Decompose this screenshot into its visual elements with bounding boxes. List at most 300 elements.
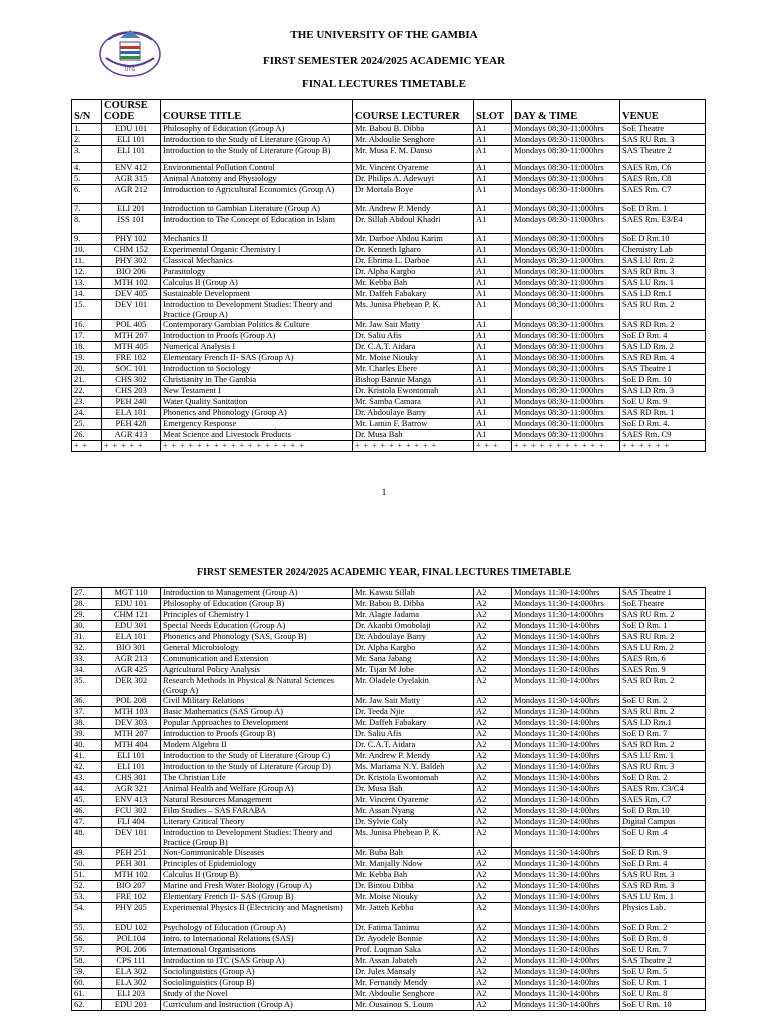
cell-sn: 40. xyxy=(72,740,102,751)
cell-slot: A1 xyxy=(474,342,512,353)
cell-lecturer: Dr. Musa Bah xyxy=(353,430,474,441)
cell-venue: SAS RD Rm. 1 xyxy=(620,408,706,419)
page-number: 1 xyxy=(381,487,387,497)
cell-venue: SoE D Rm. 8 xyxy=(620,934,706,945)
cell-slot: A2 xyxy=(474,740,512,751)
cell-code: ELA 302 xyxy=(102,967,161,978)
table-row xyxy=(72,903,706,923)
cell-venue: SAS LU Rm. 2 xyxy=(620,256,706,267)
cell-code: FRE 102 xyxy=(102,892,161,903)
cell-title: Literary Critical Theory xyxy=(161,817,353,828)
cell-slot: A2 xyxy=(474,762,512,773)
cell-sn: 49. xyxy=(72,848,102,859)
cell-slot: A2 xyxy=(474,828,512,848)
cell-lecturer: Mr. Daffeh Fabakary xyxy=(353,718,474,729)
cell-sn: 21. xyxy=(72,375,102,386)
cell-code: MGT 110 xyxy=(102,588,161,599)
cell-slot: A2 xyxy=(474,817,512,828)
cell-title: Calculus II (Group B) xyxy=(161,870,353,881)
cell-slot: A1 xyxy=(474,256,512,267)
cell-day: Mondays 11:30-14:00hrs xyxy=(512,751,620,762)
cell-day: Mondays 08:30-11:000hrs xyxy=(512,124,620,135)
cell-sn: 15. xyxy=(72,300,102,320)
cell-slot: + + + xyxy=(474,441,512,452)
cell-code: AGR 413 xyxy=(102,430,161,441)
cell-title: Experimental Organic Chemistry I xyxy=(161,245,353,256)
cell-code: EDU 101 xyxy=(102,599,161,610)
cell-venue: SoE D Rm. 9 xyxy=(620,848,706,859)
cell-sn: 18. xyxy=(72,342,102,353)
cell-slot: A2 xyxy=(474,599,512,610)
table-header-row xyxy=(72,100,706,124)
table-row xyxy=(72,795,706,806)
cell-sn: 24. xyxy=(72,408,102,419)
col-course-lecturer: COURSE LECTURER xyxy=(353,100,474,124)
cell-title: Introduction to Proofs (Group B) xyxy=(161,729,353,740)
cell-slot: A1 xyxy=(474,364,512,375)
cell-lecturer: Mr. Tijan M Jobe xyxy=(353,665,474,676)
cell-venue: + + + + + + xyxy=(620,441,706,452)
cell-code: PEH 251 xyxy=(102,848,161,859)
table-row xyxy=(72,621,706,632)
table-row xyxy=(72,610,706,621)
cell-title: Principles of Epidemiology xyxy=(161,859,353,870)
cell-code: ELI 101 xyxy=(102,146,161,163)
cell-venue: SAS LU Rm. 1 xyxy=(620,892,706,903)
cell-slot: A2 xyxy=(474,903,512,923)
table-row xyxy=(72,300,706,320)
cell-lecturer: Dr. Abdoulaye Barry xyxy=(353,632,474,643)
cell-code: PHY 102 xyxy=(102,234,161,245)
cell-day: + + + + + + + + + + + xyxy=(512,441,620,452)
table-row xyxy=(72,124,706,135)
cell-slot: A1 xyxy=(474,430,512,441)
table-row xyxy=(72,967,706,978)
cell-title: Introduction to the Study of Literature (Group C) xyxy=(161,751,353,762)
cell-title: Modern Algebra II xyxy=(161,740,353,751)
cell-title: Sustainable Development xyxy=(161,289,353,300)
cell-code: CHM 121 xyxy=(102,610,161,621)
cell-day: Mondays 08:30-11:000hrs xyxy=(512,185,620,204)
cell-sn: 45. xyxy=(72,795,102,806)
cell-title: Non-Communicable Diseases xyxy=(161,848,353,859)
table-row xyxy=(72,676,706,696)
cell-day: Mondays 08:30-11:000hrs xyxy=(512,267,620,278)
cell-code: PEH 428 xyxy=(102,419,161,430)
cell-day: Mondays 11:30-14:00hrs xyxy=(512,903,620,923)
cell-slot: A1 xyxy=(474,267,512,278)
cell-slot: A1 xyxy=(474,124,512,135)
cell-code: CHM 152 xyxy=(102,245,161,256)
cell-title: Phonetics and Phonology (Group A) xyxy=(161,408,353,419)
cell-sn: 47. xyxy=(72,817,102,828)
cell-venue: SoE D Rm.10 xyxy=(620,234,706,245)
cell-slot: A2 xyxy=(474,665,512,676)
cell-code: AGR 212 xyxy=(102,185,161,204)
table-row xyxy=(72,956,706,967)
semester-heading: FIRST SEMESTER 2024/2025 ACADEMIC YEAR xyxy=(262,55,506,67)
cell-code: MTH 404 xyxy=(102,740,161,751)
cell-code: MTH 102 xyxy=(102,870,161,881)
cell-venue: SoE Theatre xyxy=(620,124,706,135)
cell-venue: SAS LD Rm. 3 xyxy=(620,386,706,397)
table-row xyxy=(72,256,706,267)
cell-day: Mondays 11:30-14:00hrs xyxy=(512,967,620,978)
timetable-table-1 xyxy=(71,99,706,452)
cell-day: Mondays 11:30-14:00hrs xyxy=(512,696,620,707)
cell-lecturer: Mr. Vincent Oyareme xyxy=(353,795,474,806)
cell-slot: A2 xyxy=(474,967,512,978)
cell-code: PHY 205 xyxy=(102,903,161,923)
cell-title: Introduction to Agricultural Economics (Group A) xyxy=(161,185,353,204)
cell-slot: A1 xyxy=(474,135,512,146)
cell-lecturer: Bishop Bannie Manga xyxy=(353,375,474,386)
cell-slot: A1 xyxy=(474,215,512,234)
cell-code: DEV 101 xyxy=(102,300,161,320)
cell-lecturer: Dr. Kenneth Igharo xyxy=(353,245,474,256)
cell-title: Philosophy of Education (Group A) xyxy=(161,124,353,135)
cell-code: DEV 405 xyxy=(102,289,161,300)
cell-venue: SoE U Rm. 9 xyxy=(620,397,706,408)
cell-lecturer: Mr. Abdoulie Senghore xyxy=(353,135,474,146)
cell-code: ELA 302 xyxy=(102,978,161,989)
cell-day: Mondays 08:30-11:000hrs xyxy=(512,408,620,419)
cell-day: Mondays 11:30-14:00hrs xyxy=(512,806,620,817)
cell-title: Animal Anatomy and Physiology xyxy=(161,174,353,185)
cell-lecturer: Mr. Samba Camara xyxy=(353,397,474,408)
cell-day: Mondays 11:30-14:00hrs xyxy=(512,665,620,676)
cell-lecturer: Mr. Buba Bah xyxy=(353,848,474,859)
col-day-time: DAY & TIME xyxy=(512,100,620,124)
cell-lecturer: Mr. Darboe Abdou Karim xyxy=(353,234,474,245)
cell-code: PEH 240 xyxy=(102,397,161,408)
cell-sn: 38. xyxy=(72,718,102,729)
cell-sn: 10. xyxy=(72,245,102,256)
cell-lecturer: Mr. Fernandy Mendy xyxy=(353,978,474,989)
cell-slot: A2 xyxy=(474,806,512,817)
cell-day: Mondays 11:30-14:00hrs xyxy=(512,729,620,740)
cell-day: Mondays 11:30-14:00hrs xyxy=(512,956,620,967)
table-row xyxy=(72,320,706,331)
cell-day: Mondays 11:30-14:00hrs xyxy=(512,817,620,828)
cell-day: Mondays 11:30-14:00hrs xyxy=(512,632,620,643)
cell-code: EDU 201 xyxy=(102,1000,161,1011)
cell-code: ENV 412 xyxy=(102,163,161,174)
cell-sn: 2. xyxy=(72,135,102,146)
cell-lecturer: Dr Mortala Boye xyxy=(353,185,474,204)
cell-sn: 13. xyxy=(72,278,102,289)
cell-venue: SAS RD Rm. 4 xyxy=(620,353,706,364)
cell-title: New Testament I xyxy=(161,386,353,397)
cell-slot: A2 xyxy=(474,707,512,718)
cell-day: Mondays 11:30-14:00hrs xyxy=(512,784,620,795)
cell-day: Mondays 11:30-14:00hrs xyxy=(512,859,620,870)
table-row xyxy=(72,353,706,364)
cell-slot: A2 xyxy=(474,892,512,903)
table-row xyxy=(72,806,706,817)
cell-code: DEV 303 xyxy=(102,718,161,729)
cell-sn: + + xyxy=(72,441,102,452)
cell-sn: 39. xyxy=(72,729,102,740)
cell-code: FRE 102 xyxy=(102,353,161,364)
cell-sn: 50. xyxy=(72,859,102,870)
cell-lecturer: Mr. Alagie Jadama xyxy=(353,610,474,621)
cell-slot: A2 xyxy=(474,632,512,643)
cell-venue: SoE D Rm. 1 xyxy=(620,204,706,215)
cell-day: Mondays 11:30-14:00hrs xyxy=(512,870,620,881)
table-row xyxy=(72,234,706,245)
cell-day: Mondays 11:30-14:000hrs xyxy=(512,610,620,621)
cell-slot: A2 xyxy=(474,621,512,632)
cell-sn: 54. xyxy=(72,903,102,923)
cell-venue: SAES Rm. C7 xyxy=(620,795,706,806)
cell-day: Mondays 08:30-11:000hrs xyxy=(512,375,620,386)
table-row xyxy=(72,784,706,795)
cell-title: Introduction to ITC (SAS Group A) xyxy=(161,956,353,967)
cell-sn: 29. xyxy=(72,610,102,621)
cell-title: Curriculum and Instruction (Group A) xyxy=(161,1000,353,1011)
cell-code: ELI 101 xyxy=(102,762,161,773)
table-row xyxy=(72,204,706,215)
cell-title: International Organisations xyxy=(161,945,353,956)
cell-venue: SAS RD Rm. 2 xyxy=(620,740,706,751)
table-row xyxy=(72,632,706,643)
cell-slot: A1 xyxy=(474,386,512,397)
cell-slot: A2 xyxy=(474,588,512,599)
cell-code: + + + + + xyxy=(102,441,161,452)
table-row xyxy=(72,934,706,945)
cell-slot: A2 xyxy=(474,784,512,795)
cell-slot: A2 xyxy=(474,848,512,859)
cell-lecturer: Mr. Sana Jabang xyxy=(353,654,474,665)
table-row xyxy=(72,278,706,289)
cell-lecturer: Dr. Kristola Ewontomah xyxy=(353,386,474,397)
cell-lecturer: Dr. Saliu Afis xyxy=(353,331,474,342)
cell-lecturer: Mr. Andrew P. Mendy xyxy=(353,751,474,762)
cell-slot: A2 xyxy=(474,923,512,934)
table-row xyxy=(72,643,706,654)
cell-slot: A1 xyxy=(474,174,512,185)
cell-sn: 46. xyxy=(72,806,102,817)
cell-sn: 28. xyxy=(72,599,102,610)
table-row xyxy=(72,174,706,185)
cell-code: PHY 302 xyxy=(102,256,161,267)
cell-code: ELA 101 xyxy=(102,408,161,419)
cell-code: DEV 101 xyxy=(102,828,161,848)
cell-day: Mondays 08:30-11:000hrs xyxy=(512,204,620,215)
cell-venue: SAS Theatre 1 xyxy=(620,588,706,599)
table-row xyxy=(72,215,706,234)
cell-sn: 35. xyxy=(72,676,102,696)
cell-code: CHS 203 xyxy=(102,386,161,397)
cell-venue: SoE D Rm. 1 xyxy=(620,621,706,632)
table-row xyxy=(72,1000,706,1011)
cell-title: Principles of Chemistry I xyxy=(161,610,353,621)
cell-title: Sociolinguistics (Group A) xyxy=(161,967,353,978)
cell-title: Elementary French II- SAS (Group A) xyxy=(161,353,353,364)
table-row xyxy=(72,848,706,859)
cell-lecturer: Mr. Ousainou S. Loum xyxy=(353,1000,474,1011)
table-row xyxy=(72,185,706,204)
cell-slot: A2 xyxy=(474,696,512,707)
cell-day: Mondays 11:30-14:00hrs xyxy=(512,828,620,848)
cell-code: MTH 103 xyxy=(102,707,161,718)
cell-slot: A2 xyxy=(474,654,512,665)
cell-venue: SAS Theatre 2 xyxy=(620,956,706,967)
cell-lecturer: Dr. Sylvie Coly xyxy=(353,817,474,828)
table-row xyxy=(72,375,706,386)
cell-day: Mondays 11:30-14:00hrs xyxy=(512,773,620,784)
cell-lecturer: Mr. Kebba Bah xyxy=(353,278,474,289)
cell-sn: 41. xyxy=(72,751,102,762)
cell-sn: 20. xyxy=(72,364,102,375)
cell-slot: A2 xyxy=(474,881,512,892)
cell-venue: SAS RU Rm. 2 xyxy=(620,707,706,718)
cell-title: + + + + + + + + + + + + + + + + + xyxy=(161,441,353,452)
cell-title: Civil Military Relations xyxy=(161,696,353,707)
cell-day: Mondays 11:30-14:00hrs xyxy=(512,881,620,892)
cell-sn: 36. xyxy=(72,696,102,707)
cell-slot: A2 xyxy=(474,870,512,881)
cell-venue: SoE U Rm. 8 xyxy=(620,989,706,1000)
cell-title: Natural Resources Management xyxy=(161,795,353,806)
cell-sn: 52. xyxy=(72,881,102,892)
cell-day: Mondays 08:30-11:000hrs xyxy=(512,278,620,289)
cell-venue: SAES Rm. C7 xyxy=(620,185,706,204)
cell-venue: Digital Campus xyxy=(620,817,706,828)
cell-lecturer: Dr. Bintou Dibba xyxy=(353,881,474,892)
cell-lecturer: Dr. Kristola Ewontomah xyxy=(353,773,474,784)
cell-code: ISS 101 xyxy=(102,215,161,234)
cell-slot: A2 xyxy=(474,795,512,806)
table-row xyxy=(72,773,706,784)
table-row xyxy=(72,588,706,599)
cell-day: Mondays 08:30-11:000hrs xyxy=(512,146,620,163)
table-row xyxy=(72,289,706,300)
cell-sn: 59. xyxy=(72,967,102,978)
table-row xyxy=(72,599,706,610)
cell-venue: SAS RU Rm. 3 xyxy=(620,135,706,146)
table-row xyxy=(72,342,706,353)
cell-title: Introduction to The Concept of Education in Islam xyxy=(161,215,353,234)
cell-venue: SAS LD Rm.1 xyxy=(620,718,706,729)
cell-venue: SoE D Rm.10 xyxy=(620,806,706,817)
cell-day: Mondays 08:30-11:000hrs xyxy=(512,342,620,353)
table-row xyxy=(72,267,706,278)
cell-venue: SoE D Rm. 2 xyxy=(620,923,706,934)
cell-venue: SoE U Rm. 7 xyxy=(620,945,706,956)
cell-sn: 44. xyxy=(72,784,102,795)
cell-venue: SAS RD Rm. 2 xyxy=(620,676,706,696)
cell-day: Mondays 11:30-14:00hrs xyxy=(512,1000,620,1011)
table-row xyxy=(72,881,706,892)
cell-venue: Chemistry Lab xyxy=(620,245,706,256)
cell-code: DER 302 xyxy=(102,676,161,696)
table-row xyxy=(72,408,706,419)
cell-sn: 6. xyxy=(72,185,102,204)
cell-lecturer: Dr. Sillah Abdoul Khadri xyxy=(353,215,474,234)
cell-sn: 16. xyxy=(72,320,102,331)
cell-sn: 53. xyxy=(72,892,102,903)
cell-slot: A2 xyxy=(474,610,512,621)
cell-sn: 30. xyxy=(72,621,102,632)
cell-code: CHS 301 xyxy=(102,773,161,784)
cell-slot: A1 xyxy=(474,419,512,430)
timetable-table-2 xyxy=(71,587,706,1011)
cell-code: ELA 101 xyxy=(102,632,161,643)
cell-code: FCU 302 xyxy=(102,806,161,817)
cell-day: Mondays 08:30-11:000hrs xyxy=(512,419,620,430)
cell-title: Sociolinguistics (Group B) xyxy=(161,978,353,989)
cell-lecturer: Dr. Saliu Afis xyxy=(353,729,474,740)
cell-lecturer: Ms. Junisa Phebean P. K. xyxy=(353,300,474,320)
cell-code: AGR 213 xyxy=(102,654,161,665)
table-row xyxy=(72,430,706,441)
cell-slot: A1 xyxy=(474,234,512,245)
cell-lecturer: Dr. Philips A. Adewuyi xyxy=(353,174,474,185)
cell-venue: SAS RU Rm. 3 xyxy=(620,762,706,773)
cell-lecturer: Mr. Jaw Sait Matty xyxy=(353,320,474,331)
cell-title: Contemporary Gambian Politics & Culture xyxy=(161,320,353,331)
table-row xyxy=(72,419,706,430)
cell-title: Agricultural Policy Analysis xyxy=(161,665,353,676)
cell-day: Mondays 08:30-11:000hrs xyxy=(512,430,620,441)
cell-slot: A1 xyxy=(474,163,512,174)
cell-sn: 37. xyxy=(72,707,102,718)
cell-code: PEH 301 xyxy=(102,859,161,870)
cell-slot: A2 xyxy=(474,1000,512,1011)
cell-day: Mondays 11:30-14:00hrs xyxy=(512,718,620,729)
cell-day: Mondays 08:30-11:000hrs xyxy=(512,300,620,320)
table-row xyxy=(72,386,706,397)
table-row xyxy=(72,978,706,989)
cell-slot: A2 xyxy=(474,859,512,870)
cell-code: ELI 101 xyxy=(102,135,161,146)
table-row xyxy=(72,989,706,1000)
cell-code: AGR 315 xyxy=(102,174,161,185)
cell-venue: SoE Theatre xyxy=(620,599,706,610)
cell-sn: 51. xyxy=(72,870,102,881)
cell-venue: SoE U Rm. 1 xyxy=(620,978,706,989)
cell-title: Intro. to International Relations (SAS) xyxy=(161,934,353,945)
cell-code: CPS 111 xyxy=(102,956,161,967)
cell-title: Parasitology xyxy=(161,267,353,278)
cell-title: Calculus II (Group A) xyxy=(161,278,353,289)
cell-day: Mondays 11:30-14:00hrs xyxy=(512,643,620,654)
cell-lecturer: Dr. Musa Bah xyxy=(353,784,474,795)
university-name: THE UNIVERSITY OF THE GAMBIA xyxy=(290,29,478,41)
cell-lecturer: Dr. Alpha Kargbo xyxy=(353,267,474,278)
cell-day: Mondays 11:30-14:00hrs xyxy=(512,892,620,903)
cell-venue: SAS LU Rm. 1 xyxy=(620,751,706,762)
cell-day: Mondays 08:30-11:000hrs xyxy=(512,245,620,256)
cell-day: Mondays 11:30-14:00hrs xyxy=(512,654,620,665)
cell-title: Philosophy of Education (Group B) xyxy=(161,599,353,610)
cell-title: Animal Health and Welfare (Group A) xyxy=(161,784,353,795)
cell-code: MTH 207 xyxy=(102,729,161,740)
cell-venue: SAES Rm. C9 xyxy=(620,430,706,441)
cell-code: BIO 207 xyxy=(102,881,161,892)
cell-day: Mondays 08:30-11:000hrs xyxy=(512,331,620,342)
cell-venue: SoE U Rm. 5 xyxy=(620,967,706,978)
cell-slot: A1 xyxy=(474,204,512,215)
cell-title: General Microbiology xyxy=(161,643,353,654)
table-row xyxy=(72,364,706,375)
cell-title: Introduction to Development Studies: Theory and Practice (Group B) xyxy=(161,828,353,848)
page2-heading: FIRST SEMESTER 2024/2025 ACADEMIC YEAR, FINAL LECTURES TIMETABLE xyxy=(196,567,572,578)
cell-title: Introduction to Proofs (Group A) xyxy=(161,331,353,342)
cell-slot: A2 xyxy=(474,978,512,989)
